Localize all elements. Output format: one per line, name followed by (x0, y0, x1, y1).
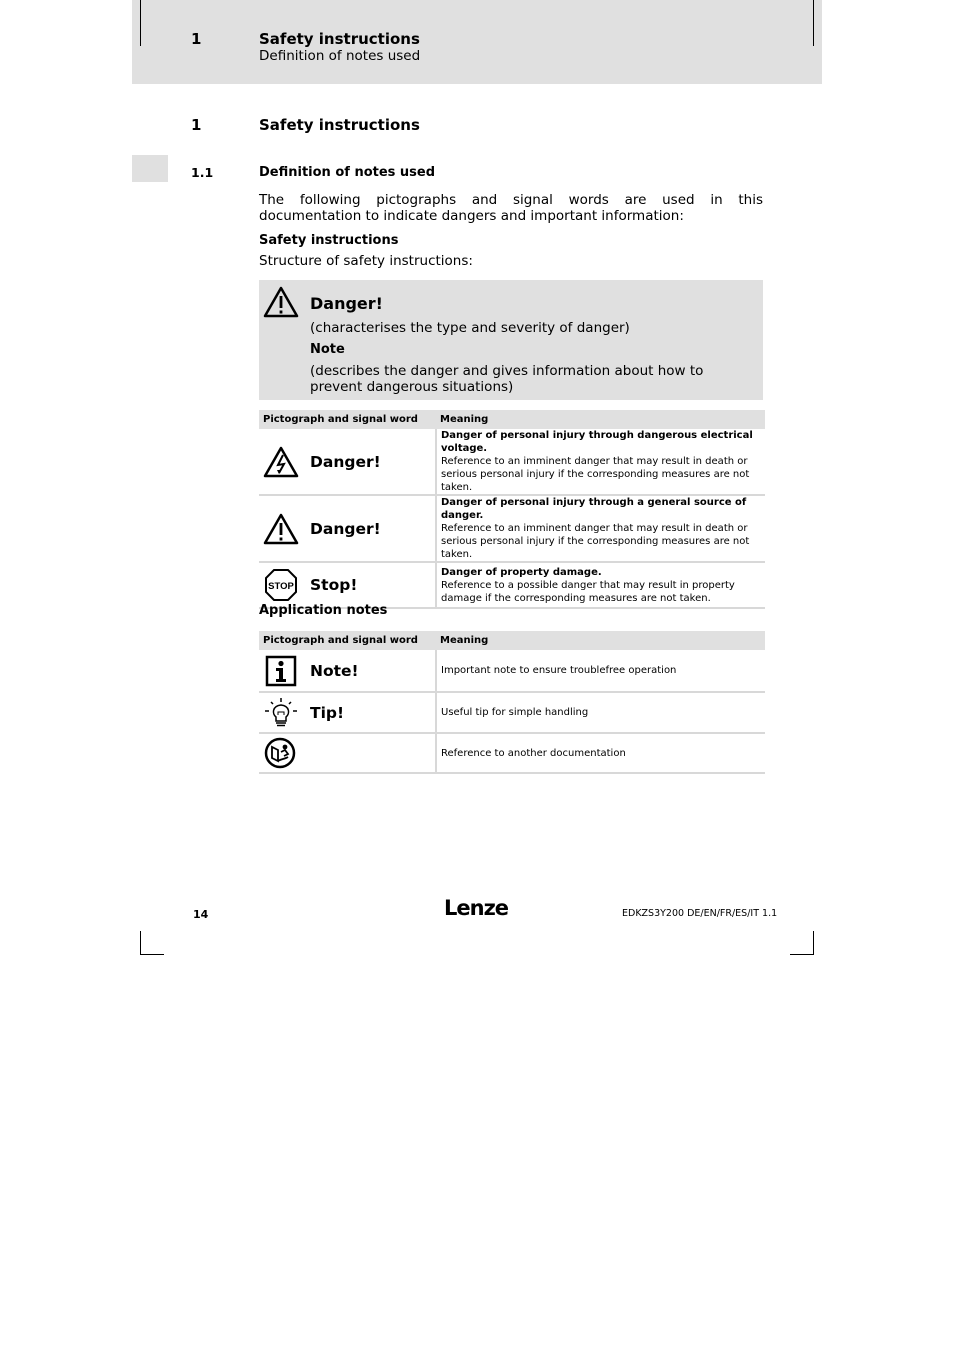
column-header-meaning: Meaning (436, 410, 765, 429)
meaning-title: Danger of personal injury through a general source of danger. (441, 497, 747, 521)
table-row (259, 429, 765, 495)
danger-box-note-label: Note (310, 342, 345, 357)
signal-word: Danger! (310, 452, 381, 471)
column-header-pictograph: Pictograph and signal word (259, 410, 436, 429)
application-heading: Application notes (259, 603, 388, 618)
safety-structure-text: Structure of safety instructions: (259, 253, 473, 269)
section-number: 1 (191, 116, 202, 134)
crop-mark (813, 0, 814, 46)
electrical-voltage-warning-icon (259, 446, 303, 478)
stop-icon-text: STOP (268, 581, 294, 592)
crop-mark (140, 0, 141, 46)
section-title: Safety instructions (259, 116, 420, 134)
info-icon (259, 655, 303, 687)
table-row (259, 692, 765, 733)
header-chapter-title: Safety instructions (259, 30, 420, 48)
signal-word: Danger! (310, 519, 381, 538)
application-table (259, 631, 765, 774)
signal-word: Note! (310, 661, 359, 680)
meaning-text: Important note to ensure troublefree operation (436, 650, 765, 692)
danger-box-type-text: (characterises the type and severity of danger) (310, 320, 630, 336)
column-header-meaning: Meaning (436, 631, 765, 650)
side-tab-marker (132, 155, 168, 182)
meaning-text: Reference to a possible danger that may result in property damage if the corresponding measures are not taken. (441, 579, 735, 604)
signal-word: Stop! (310, 576, 358, 594)
table-row (259, 650, 765, 692)
safety-table (259, 410, 765, 609)
danger-box-signal: Danger! (310, 294, 383, 313)
meaning-title: Danger of personal injury through dangerous electrical voltage. (441, 430, 753, 454)
meaning-text: Reference to another documentation (436, 733, 765, 773)
meaning-text: Useful tip for simple handling (436, 692, 765, 733)
table-row (259, 495, 765, 562)
table-row (259, 733, 765, 773)
crop-mark (790, 954, 814, 955)
intro-paragraph: The following pictographs and signal words are used in this documentation to indicate dangers and important information: (259, 192, 763, 224)
header-band (132, 0, 822, 84)
subsection-number: 1.1 (191, 165, 214, 180)
meaning-title: Danger of property damage. (441, 566, 602, 578)
crop-mark (813, 931, 814, 955)
meaning-text: Reference to an imminent danger that may result in death or serious personal injury if the corresponding measures are not taken. (441, 523, 750, 560)
subsection-title: Definition of notes used (259, 165, 436, 180)
reference-documentation-icon (259, 737, 301, 769)
general-warning-icon (259, 513, 303, 545)
signal-word: Tip! (310, 703, 345, 722)
table-header-row (259, 410, 765, 429)
document-id: EDKZS3Y200 DE/EN/FR/ES/IT 1.1 (622, 908, 778, 919)
header-chapter-number: 1 (191, 30, 202, 48)
danger-structure-box (259, 280, 763, 400)
table-row (259, 562, 765, 608)
lightbulb-icon (259, 697, 303, 729)
page-number: 14 (193, 908, 209, 921)
column-header-pictograph: Pictograph and signal word (259, 631, 436, 650)
crop-mark (140, 931, 141, 955)
meaning-text: Reference to an imminent danger that may result in death or serious personal injury if the corresponding measures are not taken. (441, 456, 750, 493)
header-subtitle: Definition of notes used (259, 48, 421, 64)
table-header-row (259, 631, 765, 650)
safety-heading: Safety instructions (259, 233, 399, 248)
danger-box-note-text: (describes the danger and gives information about how to prevent dangerous situations) (310, 363, 704, 395)
warning-triangle-icon (263, 286, 299, 322)
stop-sign-icon (259, 568, 303, 602)
lenze-logo: Lenze (444, 896, 509, 920)
crop-mark (140, 954, 164, 955)
